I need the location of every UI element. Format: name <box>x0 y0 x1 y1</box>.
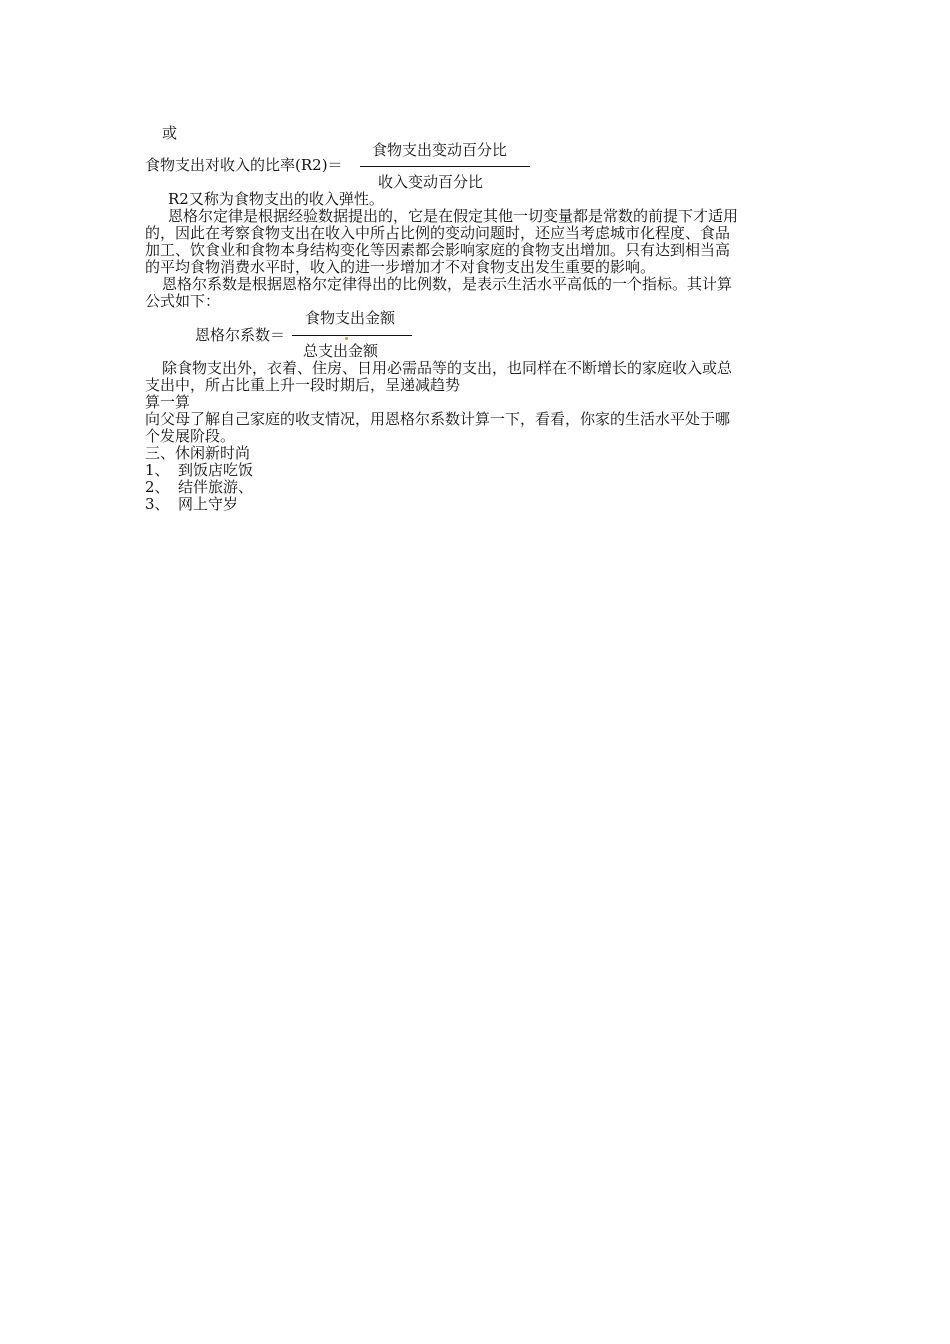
list-item-text-2: 结伴旅游、 <box>178 478 254 496</box>
formula1-numerator: 食物支出变动百分比 <box>372 141 508 159</box>
list-item-num-1: 1、 <box>145 461 170 479</box>
list-item-num-2: 2、 <box>145 478 170 496</box>
para-engel-law-line-1: 恩格尔定律是根据经验数据提出的，它是在假定其他一切变量都是常数的前提下才适用 <box>168 207 739 225</box>
list-item-text-1: 到饭店吃饭 <box>178 461 254 479</box>
r2-note: R2又称为食物支出的收入弹性。 <box>168 190 384 208</box>
formula1-denominator: 收入变动百分比 <box>378 173 484 191</box>
para-engel-law-line-4: 的平均食物消费水平时，收入的进一步增加才不对食物支出发生重要的影响。 <box>145 258 656 276</box>
formula2-denominator: 总支出金额 <box>303 342 379 360</box>
para-engel-coef-line-1: 恩格尔系数是根据恩格尔定律得出的比例数，是表示生活水平高低的一个指标。其计算 <box>162 275 733 293</box>
para-engel-coef-line-2: 公式如下： <box>145 292 221 310</box>
para-other-line-1: 除食物支出外，衣着、住房、日用必需品等的支出，也同样在不断增长的家庭收入或总 <box>162 359 733 377</box>
formula2-lhs: 恩格尔系数＝ <box>195 326 286 344</box>
formula1-fraction-bar <box>360 166 530 167</box>
list-item-text-3: 网上守岁 <box>178 495 239 513</box>
or-word: 或 <box>162 124 178 142</box>
calc-text-line-1: 向父母了解自己家庭的收支情况，用恩格尔系数计算一下，看看，你家的生活水平处于哪 <box>145 410 731 428</box>
para-engel-law-line-2: 的，因此在考察食物支出在收入中所占比例的变动问题时，还应当考虑城市化程度、食品 <box>145 224 731 242</box>
calc-heading: 算一算 <box>145 393 191 411</box>
para-engel-law-line-3: 加工、饮食业和食物本身结构变化等因素都会影响家庭的食物支出增加。只有达到相当高 <box>145 241 731 259</box>
formula2-numerator: 食物支出金额 <box>305 309 396 327</box>
formula1-lhs: 食物支出对收入的比率(R2)＝ <box>145 156 343 174</box>
cursor-marker <box>345 337 348 340</box>
section3-heading: 三、休闲新时尚 <box>145 444 251 462</box>
list-item-num-3: 3、 <box>145 495 170 513</box>
formula2-fraction-bar <box>292 335 412 336</box>
para-other-line-2: 支出中，所占比重上升一段时期后，呈递减趋势 <box>145 376 461 394</box>
calc-text-line-2: 个发展阶段。 <box>145 427 236 445</box>
